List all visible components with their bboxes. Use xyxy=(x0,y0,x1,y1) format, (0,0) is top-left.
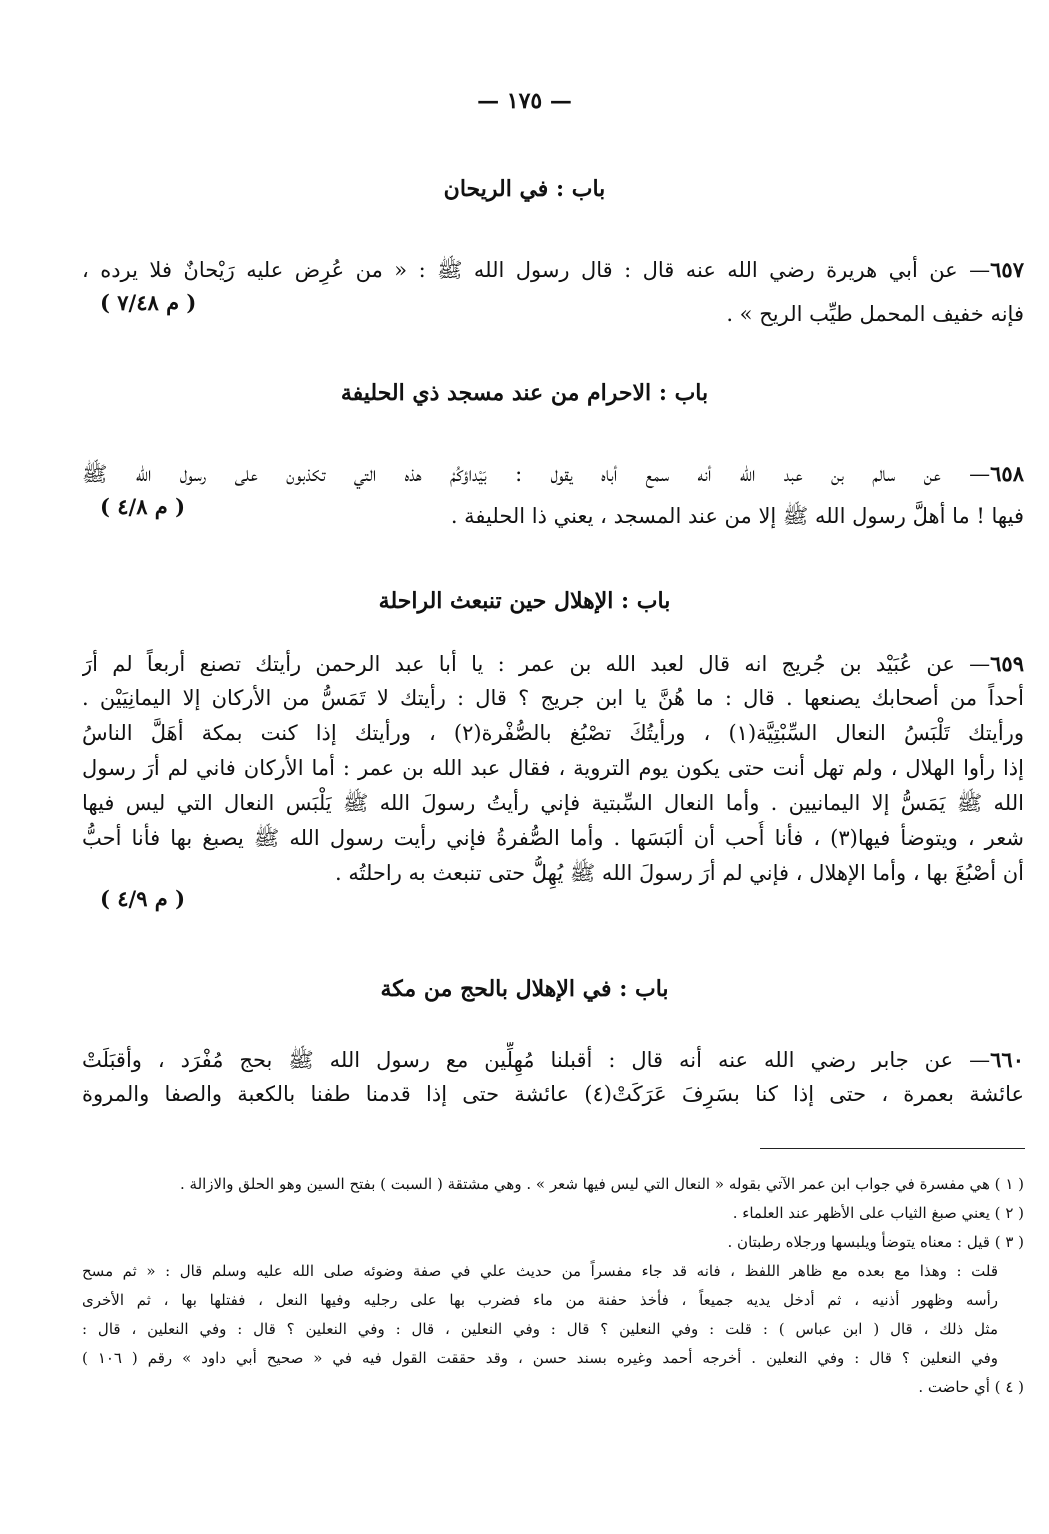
chapter-heading: باب : الاحرام من عند مسجد ذي الحليفة xyxy=(340,380,709,406)
footnote: ( ١ ) هي مفسرة في جواب ابن عمر الآتي بقوله « النعال التي ليس فيها شعر » . وهي مشتقة ( السبت ) بفتح السين وهو الحلق والازالة . xyxy=(179,1175,1024,1193)
hadith-text: — عن جابر رضي الله عنه أنه قال : أقبلنا مُهِلِّين مع رسول الله ﷺ بحج مُفْرَد ، وأقبَلَتْ xyxy=(82,1048,991,1072)
chapter-heading: باب : الإهلال حين تنبعث الراحلة xyxy=(378,588,671,614)
hadith-line: فإنه خفيف المحمل طيِّب الريح » . xyxy=(726,302,1024,326)
footnote: ( ٤ ) أي حاضت . xyxy=(918,1378,1024,1396)
footnote-continuation: قلت : وهذا مع بعده مع ظاهر اللفظ ، فانه قد جاء مفسراً من حديث علي في صفة وضوئه صلى الله عليه وسلم قال : « ثم مسح xyxy=(82,1262,998,1280)
hadith-number: ٦٥٩ xyxy=(990,651,1024,676)
footnote-divider xyxy=(760,1148,1025,1149)
footnotes xyxy=(82,1170,1024,1402)
hadith-line: فيها ! ما أهلَّ رسول الله ﷺ إلا من عند المسجد ، يعني ذا الحليفة . xyxy=(450,504,1024,528)
source-reference: ( م ٤/٩ ) xyxy=(100,886,186,911)
hadith-659 xyxy=(82,646,1024,891)
footnote: ( ٢ ) يعني صبغ الثياب على الأظهر عند العلماء . xyxy=(732,1204,1024,1222)
hadith-line: عائشة بعمرة ، حتى إذا كنا بسَرِفَ عَرَكَتْ(٤) عائشة حتى إذا قدمنا طفنا بالكعبة والصفا والمروة xyxy=(82,1082,1024,1106)
footnote-continuation: مثل ذلك ، قال ( ابن عباس ) : قلت : وفي النعلين ؟ قال : وفي النعلين ، قال : وفي النعلين ؟ قال : وفي النعلين ، قال : xyxy=(82,1320,998,1338)
hadith-text: — عن سالم بن عبد الله أنه سمع أباه يقول : بَيْداؤكُم‌ْ هذه التي تكذبون على رسول الله ﷺ xyxy=(82,462,991,486)
hadith-line xyxy=(82,646,1024,681)
source-reference: ( م ٤/٨ ) xyxy=(100,494,186,519)
hadith-line xyxy=(82,1042,1024,1077)
hadith-657 xyxy=(82,252,1024,332)
hadith-number: ٦٦٠ xyxy=(990,1047,1024,1072)
hadith-line: أن أصْبُغَ بها ، وأما الإهلال ، فإني لم أرَ رسولَ الله ﷺ يُهِلُّ حتى تنبعث به راحلتُه . xyxy=(335,861,1024,885)
hadith-text: — عن أبي هريرة رضي الله عنه قال : قال رسول الله ﷺ : « من عُرِض عليه رَيْحان‌ٌ فلا يرده ، xyxy=(82,258,991,282)
chapter-heading: باب : في الريحان xyxy=(443,176,606,202)
footnote: ( ٣ ) قيل : معناه يتوضأ ويلبسها ورجلاه رطبتان . xyxy=(727,1233,1024,1251)
hadith-658 xyxy=(82,456,1024,534)
hadith-number: ٦٥٨ xyxy=(990,461,1024,486)
footnote-continuation: رأسه وظهور أذنيه ، ثم أدخل يديه جميعاً ، فأخذ حفنة من ماء فضرب بها على رجليه وفيها النعل ، ففتلها بها ، ثم الأخرى xyxy=(82,1291,998,1309)
hadith-line xyxy=(82,252,1024,287)
source-reference: ( م ٧/٤٨ ) xyxy=(100,290,197,315)
hadith-660 xyxy=(82,1042,1024,1112)
hadith-number: ٦٥٧ xyxy=(990,257,1024,282)
page-number: — ١٧٥ — xyxy=(477,88,572,114)
hadith-line: إذا رأوا الهلال ، ولم تهل أنت حتى يكون يوم التروية ، فقال عبد الله بن عمر : أما الأركان فاني لم أرَ رسول xyxy=(82,756,1024,780)
chapter-heading: باب : في الإهلال بالحج من مكة xyxy=(380,976,669,1002)
footnote-continuation: وفي النعلين ؟ قال : وفي النعلين . أخرجه أحمد وغيره بسند حسن ، وقد حققت القول فيه في « صحيح أبي داود » رقم ( ١٠٦ ) xyxy=(82,1349,998,1367)
hadith-line: ورأيتك تَلْبَسُ النعال السِّبْتِيَّة(١) ، ورأيتُكَ تصْبُغ بالصُّفْرة(٢) ، ورأيتك إذا كنت بمكة أهَلَّ الناسُ xyxy=(82,721,1024,745)
hadith-line: أحداً من أصحابك يصنعها . قال : ما هُنَّ يا ابن جريج ؟ قال : رأيتك لا تَمَسُّ من الأركان إلا اليمانِيَيْن . xyxy=(82,686,1024,710)
hadith-text: — عن عُبَيْد بن جُريج انه قال لعبد الله بن عمر : يا أبا عبد الرحمن رأيتك تصنع أربعاً لم أرَ xyxy=(82,652,991,676)
hadith-line: شعر ، ويتوضأ فيها(٣) ، فأنا أُحب أن ألبَسَها . وأما الصُّفرةُ فإني رأيت رسول الله ﷺ يصبغ بها فأنا أحبُّ xyxy=(82,826,1024,850)
hadith-line xyxy=(82,456,1024,491)
hadith-line: الله ﷺ يَمَسُّ إلا اليمانيين . وأما النعال السِّبتية فإني رأيتُ رسولَ الله ﷺ يَلْبَس النعال التي ليس فيها xyxy=(82,791,1024,815)
